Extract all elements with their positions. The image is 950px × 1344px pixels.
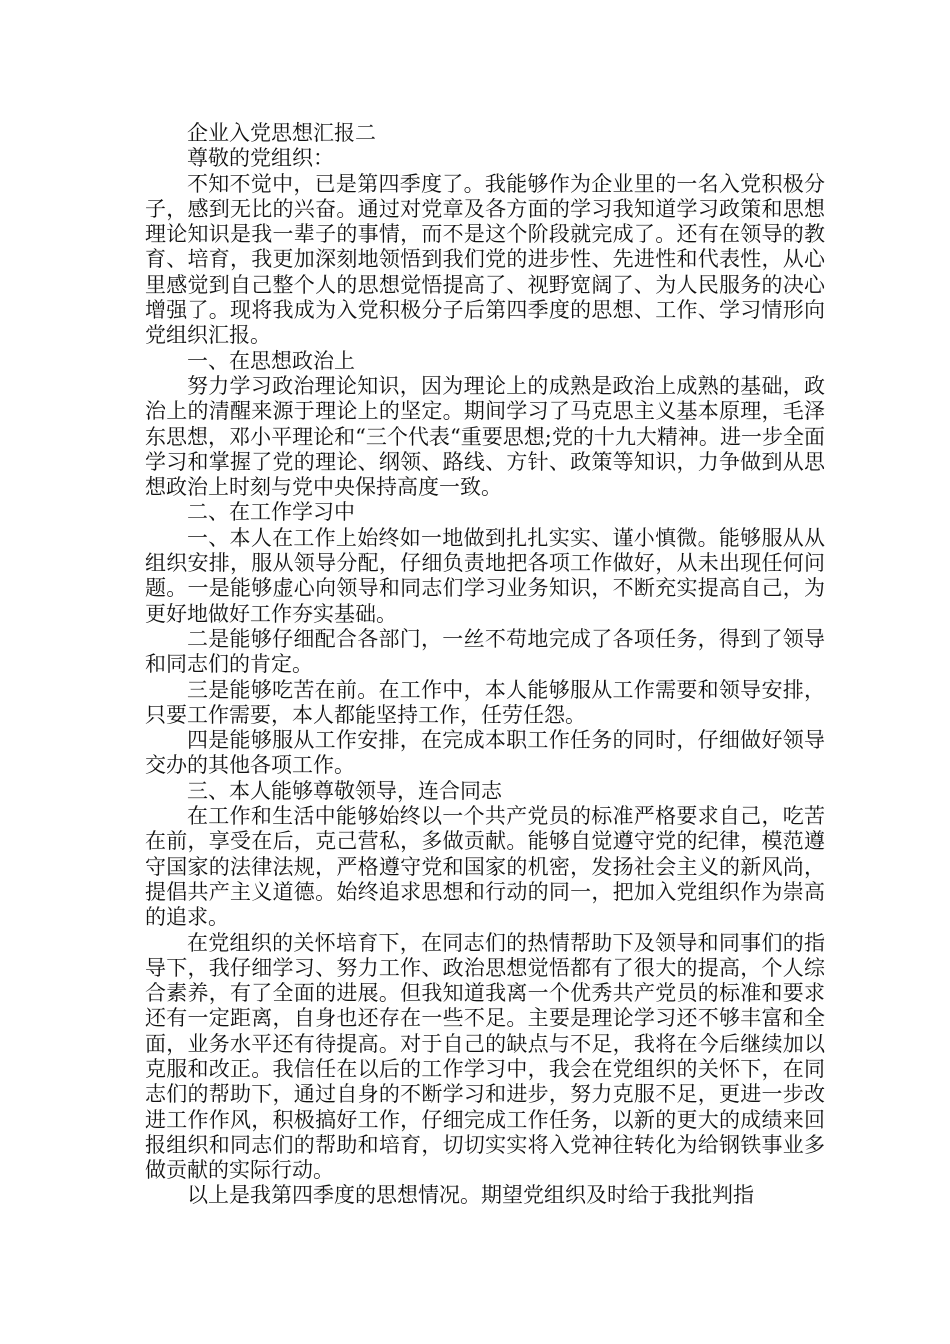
paragraph-summary: 在党组织的关怀培育下，在同志们的热情帮助下及领导和同事们的指导下，我仔细学习、努力工作、政治思想觉悟都有了很大的提高，个人综合素养，有了全面的进展。但我知道我离一个优秀共产党员的标准和要求还有一定距离，自身也还存在一些不足。主要是理论学习还不够丰富和全面，业务水平还有待提高。对于自己的缺点与不足，我将在今后继续加以克服和改正。我信任在以后的工作学习中，我会在党组织的关怀下，在同志们的帮助下，通过自身的不断学习和进步，努力克服不足，更进一步改进工作作风，积极搞好工作，仔细完成工作任务，以新的更大的成绩来回报组织和同志们的帮助和培育，切切实实将入党神往转化为给钢铁事业多做贡献的实际行动。 [145,930,825,1183]
paragraph-work-2: 二是能够仔细配合各部门，一丝不苟地完成了各项任务，得到了领导和同志们的肯定。 [145,626,825,677]
paragraph-closing: 以上是我第四季度的思想情况。期望党组织及时给于我批判指 [187,1183,754,1208]
document-body [145,121,825,1209]
paragraph-work-3: 三是能够吃苦在前。在工作中，本人能够服从工作需要和领导安排，只要工作需要，本人都能坚持工作，任劳任怨。 [145,677,825,727]
paragraph-work-1: 一、本人在工作上始终如一地做到扎扎实实、谨小慎微。能够服从从组织安排，服从领导分配，仔细负责地把各项工作做好，从未出现任何问题。一是能够虚心向领导和同志们学习业务知识，不断充实提高自己，为更好地做好工作夯实基础。 [145,525,825,626]
section-heading-work-study: 二、在工作学习中 [187,500,355,525]
section-heading-unity: 三、本人能够尊敬领导，连合同志 [187,778,502,803]
document-title: 企业入党思想汇报二 [187,121,376,145]
section-heading-politics: 一、在思想政治上 [187,348,355,373]
paragraph-intro: 不知不觉中，已是第四季度了。我能够作为企业里的一名入党积极分子，感到无比的兴奋。通过对党章及各方面的学习我知道学习政策和思想理论知识是我一辈子的事情，而不是这个阶段就完成了。还有在领导的教育、培育，我更加深刻地领悟到我们党的进步性、先进性和代表性，从心里感觉到自己整个人的思想觉悟提高了、视野宽阔了、为人民服务的决心增强了。现将我成为入党积极分子后第四季度的思想、工作、学习情形向党组织汇报。 [145,171,825,348]
paragraph-politics: 努力学习政治理论知识，因为理论上的成熟是政治上成熟的基础，政治上的清醒来源于理论上的坚定。期间学习了马克思主义基本原理，毛泽东思想，邓小平理论和“三个代表“重要思想;党的十九大精神。进一步全面学习和掌握了党的理论、纲领、路线、方针、政策等知识，力争做到从思想政治上时刻与党中央保持高度一致。 [145,373,825,500]
paragraph-work-4: 四是能够服从工作安排，在完成本职工作任务的同时，仔细做好领导交办的其他各项工作。 [145,728,825,778]
paragraph-unity: 在工作和生活中能够始终以一个共产党员的标准严格要求自己，吃苦在前，享受在后，克己营私，多做贡献。能够自觉遵守党的纪律，模范遵守国家的法律法规，严格遵守党和国家的机密，发扬社会主义的新风尚，提倡共产主义道德。始终追求思想和行动的同一，把加入党组织作为崇高的追求。 [145,804,825,930]
salutation: 尊敬的党组织： [187,146,334,171]
